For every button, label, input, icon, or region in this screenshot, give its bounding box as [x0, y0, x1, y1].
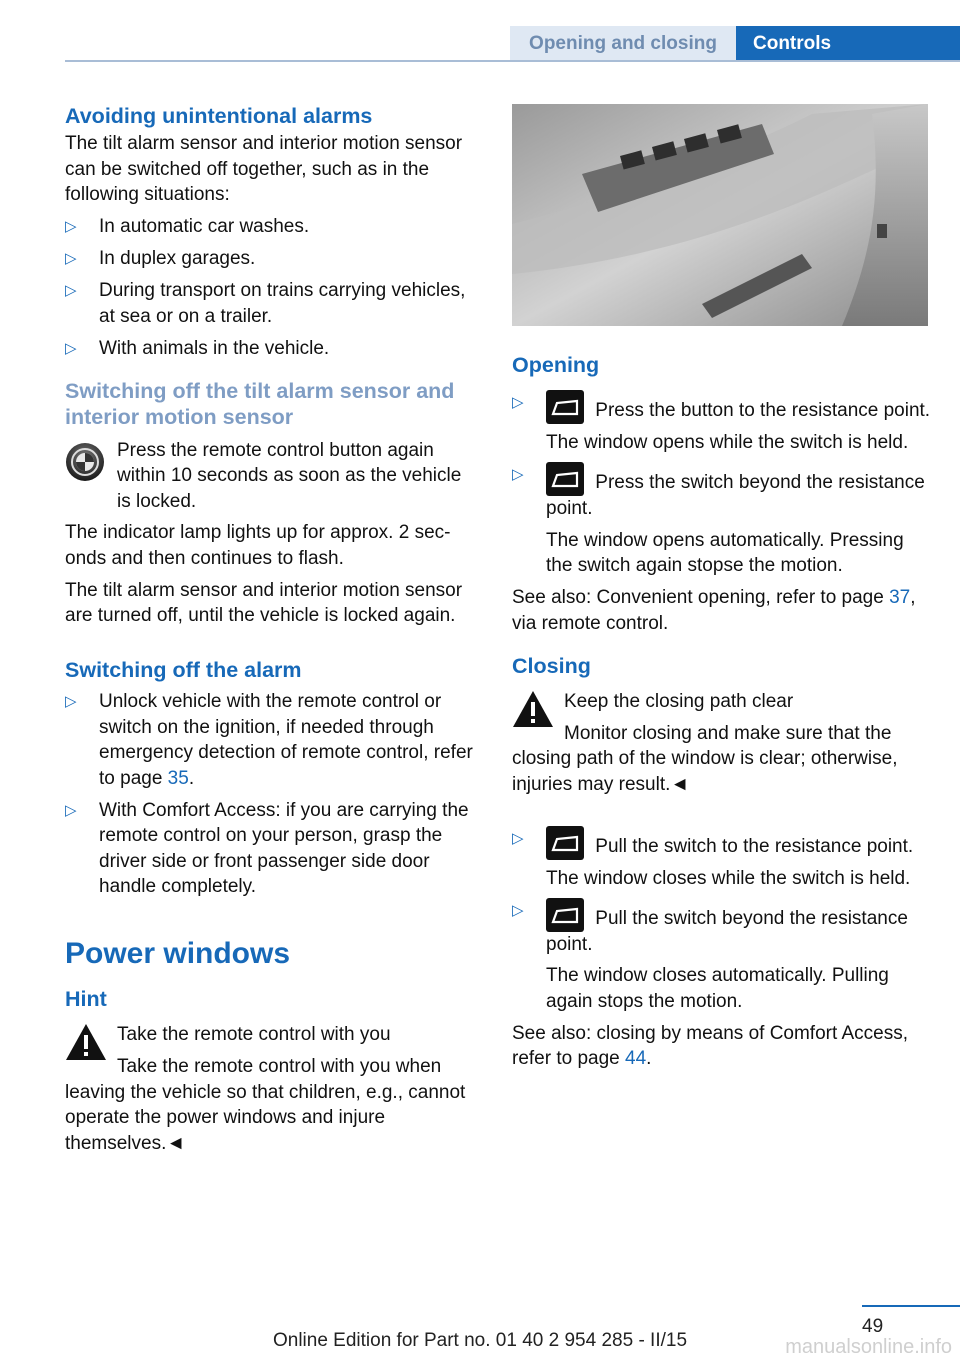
heading-opening: Opening	[512, 353, 600, 377]
triangle-bullet-icon: ▷	[65, 250, 77, 267]
triangle-bullet-icon: ▷	[65, 282, 77, 299]
header-chapter-tab: Controls	[736, 26, 960, 62]
triangle-bullet-icon: ▷	[65, 218, 77, 235]
triangle-bullet-icon: ▷	[512, 829, 524, 847]
list-item: ▷ Press the switch beyond the resistance point. The window opens automatically. Pressing the switch again stopse the motion.	[512, 462, 932, 579]
page-number: 49	[862, 1316, 884, 1337]
paragraph-hint-text: Take the remote control with you when leaving the vehicle so that children, e.g., cannot operate the power windows and injure themselves.◄	[65, 1056, 466, 1154]
window-switch-icon	[546, 462, 584, 496]
paragraph-indicator-lamp: The indicator lamp lights up for approx. 2 seconds and then continues to flash.	[65, 522, 451, 569]
list-closing	[512, 826, 932, 1015]
window-switch-icon	[546, 390, 584, 424]
triangle-bullet-icon: ▷	[65, 693, 77, 710]
door-panel-photo	[512, 104, 928, 326]
remote-instruction: Press the remote control button again within 10 seconds as soon as the vehicle is locked.	[65, 438, 480, 515]
list-avoid-situations	[65, 214, 480, 361]
triangle-bullet-icon: ▷	[65, 801, 77, 819]
right-column	[512, 104, 932, 1078]
list-item: ▷ With Comfort Access: if you are carrying the remote control on your person, grasp the driver side or front passenger side door handle completely.	[65, 799, 469, 897]
heading-avoiding-alarms: Avoiding unintentional alarms	[65, 104, 373, 128]
page-link[interactable]: 37	[889, 587, 911, 608]
page-link[interactable]: 35	[167, 767, 189, 789]
paragraph-closing-see-also: See also: closing by means of Comfort Access, refer to page 44.	[512, 1022, 909, 1069]
warning-triangle-icon	[65, 1022, 107, 1070]
paragraph-opening-see-also: See also: Convenient opening, refer to page 37, via remote control.	[512, 587, 916, 634]
list-item: ▷ Pull the switch to the resistance point. The window closes while the switch is held.	[512, 826, 932, 892]
heading-hint: Hint	[65, 987, 107, 1011]
list-opening	[512, 390, 932, 579]
list-item: ▷ Press the button to the resistance point. The window opens while the switch is held.	[512, 390, 932, 456]
list-item: ▷ With animals in the vehicle.	[65, 336, 480, 362]
list-item: ▷ In automatic car washes.	[65, 214, 480, 240]
edition-text: Online Edition for Part no. 01 40 2 954 285 - II/15	[272, 1330, 688, 1351]
heading-switching-off-alarm: Switching off the alarm	[65, 658, 302, 682]
heading-power-windows: Power windows	[65, 937, 291, 970]
watermark: manualsonline.info	[785, 1336, 952, 1358]
left-column	[65, 103, 480, 1163]
window-switch-icon	[546, 898, 584, 932]
page-link[interactable]: 44	[625, 1048, 647, 1069]
list-item: ▷ Pull the switch beyond the resistance point. The window closes automatically. Pulling again stops the motion.	[512, 898, 932, 1015]
list-item: ▷ During transport on trains carrying vehicles, at sea or on a trailer.	[65, 280, 466, 327]
list-item: ▷ In duplex garages.	[65, 246, 480, 272]
paragraph-avoiding-intro: The tilt alarm sensor and interior motion sensor can be switched off together, such as in the following situations:	[65, 133, 463, 205]
triangle-bullet-icon: ▷	[512, 901, 524, 919]
bmw-remote-button-icon	[65, 442, 105, 490]
paragraph-closing-warning: Monitor closing and make sure that the closing path of the window is clear; otherwise, injuries may result.◄	[512, 722, 898, 795]
list-switch-off-alarm	[65, 689, 480, 900]
footer-rule	[862, 1305, 960, 1307]
hint-warning: Take the remote control with you	[65, 1022, 480, 1048]
heading-switching-off-tilt: Switching off the tilt alarm sensor and interior motion sensor	[65, 378, 455, 429]
header-rule	[65, 60, 960, 62]
triangle-bullet-icon: ▷	[512, 466, 524, 483]
triangle-bullet-icon: ▷	[65, 339, 77, 357]
triangle-bullet-icon: ▷	[512, 394, 524, 411]
header-section-tab: Opening and closing	[510, 26, 736, 62]
window-switch-icon	[546, 826, 584, 860]
closing-warning: Keep the closing path clear	[512, 689, 932, 715]
heading-closing: Closing	[512, 653, 591, 678]
warning-triangle-icon	[512, 689, 554, 737]
paragraph-sensors-off: The tilt alarm sensor and interior motion sensor are turned off, until the vehicle is locked again.	[65, 579, 463, 626]
list-item: ▷ Unlock vehicle with the remote control or switch on the ignition, if needed through emergency detection of remote control, refer to page 35.	[65, 691, 473, 789]
